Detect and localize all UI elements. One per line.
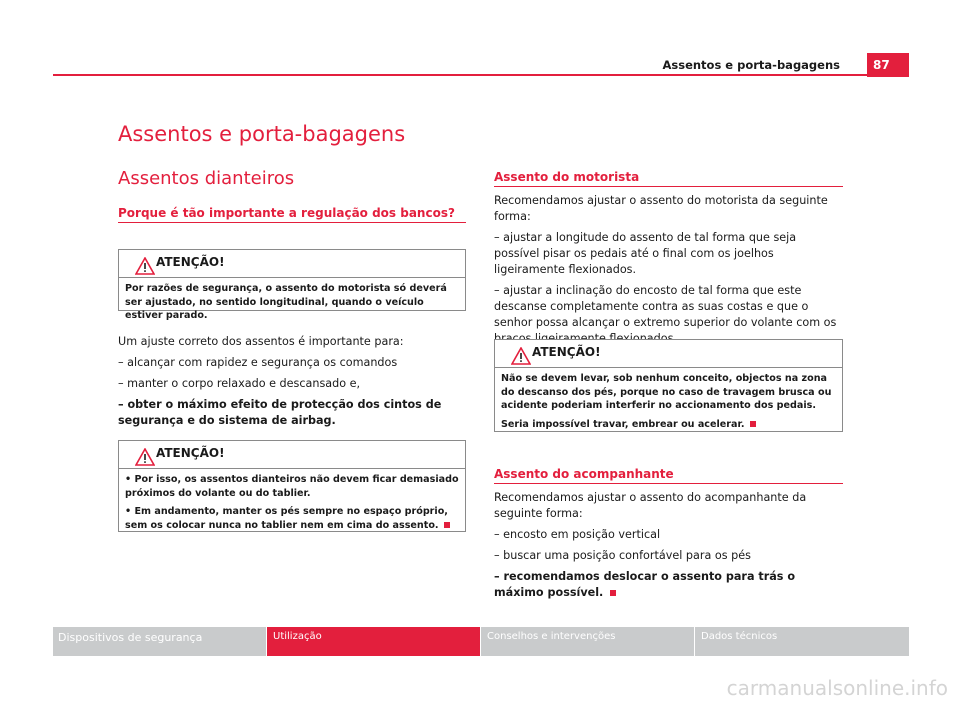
- driver-body-text: [494, 193, 843, 352]
- warning-header: [119, 441, 465, 469]
- running-title: Assentos e porta-bagagens: [662, 58, 840, 72]
- paragraph: Um ajuste correto dos assentos é importante para:: [118, 335, 404, 348]
- list-item: – encosto em posição vertical: [494, 528, 661, 541]
- end-square-icon: [610, 590, 616, 596]
- section-title: Assentos dianteiros: [118, 168, 295, 189]
- warning-title: ATENÇÃO!: [532, 345, 601, 359]
- heading-passenger-seat: Assento do acompanhante: [494, 467, 674, 481]
- list-item: – ajustar a longitude do assento de tal forma que seja possível pisar os pedais até o final com os joelhos ligeiramente flexionados.: [494, 231, 797, 276]
- subheading-seat-adjustment: Porque é tão importante a regulação dos bancos?: [118, 206, 455, 220]
- warning-box-2: [118, 440, 466, 532]
- end-square-icon: [750, 421, 756, 427]
- warning-triangle-icon: [511, 347, 531, 365]
- warning-box-1: [118, 249, 466, 321]
- warning-text: Por razões de segurança, o assento do motorista só deverá ser ajustado, no sentido longitudinal, quando o veículo estiver parado.: [125, 283, 447, 321]
- heading-rule: [494, 483, 843, 484]
- list-item-bold: – obter o máximo efeito de protecção dos cintos de segurança e do sistema de airbag.: [118, 398, 442, 427]
- warning-body: [119, 278, 465, 329]
- list-item: – ajustar a inclinação do encosto de tal forma que este descanse completamente contra as suas costas e que o senhor possa alcançar o extremo superior do volante com os: [494, 284, 837, 329]
- warning-bullet: • Por isso, os assentos dianteiros não devem ficar demasiado próximos do volante ou do tablier.: [125, 474, 459, 499]
- page-title: Assentos e porta-bagagens: [118, 122, 406, 146]
- warning-header: [119, 250, 465, 278]
- list-item-bold-text: – recomendamos deslocar o assento para trás o máximo possível.: [494, 570, 796, 599]
- warning-body: [119, 469, 465, 538]
- tab-utilizacao[interactable]: Utilização: [267, 627, 480, 656]
- heading-driver-seat: Assento do motorista: [494, 170, 640, 184]
- list-item-bold: [494, 569, 843, 601]
- left-body-text: [118, 334, 466, 434]
- subheading-rule: [118, 222, 466, 223]
- warning-header: [495, 340, 842, 368]
- warning-body: [495, 368, 842, 437]
- warning-text: Não se devem levar, sob nenhum conceito, objectos na zona do descanso dos pés, porque no caso de travagem brusca ou acidente poderiam interferir no accionamento dos pedais.: [501, 373, 832, 411]
- warning-bullet-text: • Em andamento, manter os pés sempre no espaço próprio, sem os colocar nunca no tablier nem em cima do assento.: [125, 506, 448, 531]
- tab-dados-tecnicos[interactable]: Dados técnicos: [695, 627, 909, 656]
- end-square-icon: [444, 522, 450, 528]
- header-rule: [53, 74, 909, 76]
- warning-text-end: Seria impossível travar, embrear ou acelerar.: [501, 418, 745, 430]
- watermark: carmanualsonline.info: [726, 676, 948, 700]
- passenger-body-text: [494, 490, 843, 606]
- tab-conselhos-e-intervencoes[interactable]: Conselhos e intervenções: [481, 627, 694, 656]
- tab-dispositivos-de-seguranca[interactable]: Dispositivos de segurança: [53, 627, 266, 656]
- warning-triangle-icon: [135, 448, 155, 466]
- list-item: – manter o corpo relaxado e descansado e,: [118, 377, 361, 390]
- paragraph: Recomendamos ajustar o assento do motorista da seguinte forma:: [494, 194, 828, 223]
- list-item: – alcançar com rapidez e segurança os comandos: [118, 356, 398, 369]
- page-number: 87: [867, 53, 909, 77]
- paragraph: Recomendamos ajustar o assento do acompanhante da seguinte forma:: [494, 491, 807, 520]
- warning-text-last: [501, 418, 837, 432]
- heading-rule: [494, 186, 843, 187]
- warning-title: ATENÇÃO!: [156, 255, 225, 269]
- warning-triangle-icon: [135, 257, 155, 275]
- warning-bullet-last: [125, 505, 460, 532]
- list-item: – buscar uma posição confortável para os pés: [494, 549, 751, 562]
- warning-box-3: [494, 339, 843, 432]
- warning-title: ATENÇÃO!: [156, 446, 225, 460]
